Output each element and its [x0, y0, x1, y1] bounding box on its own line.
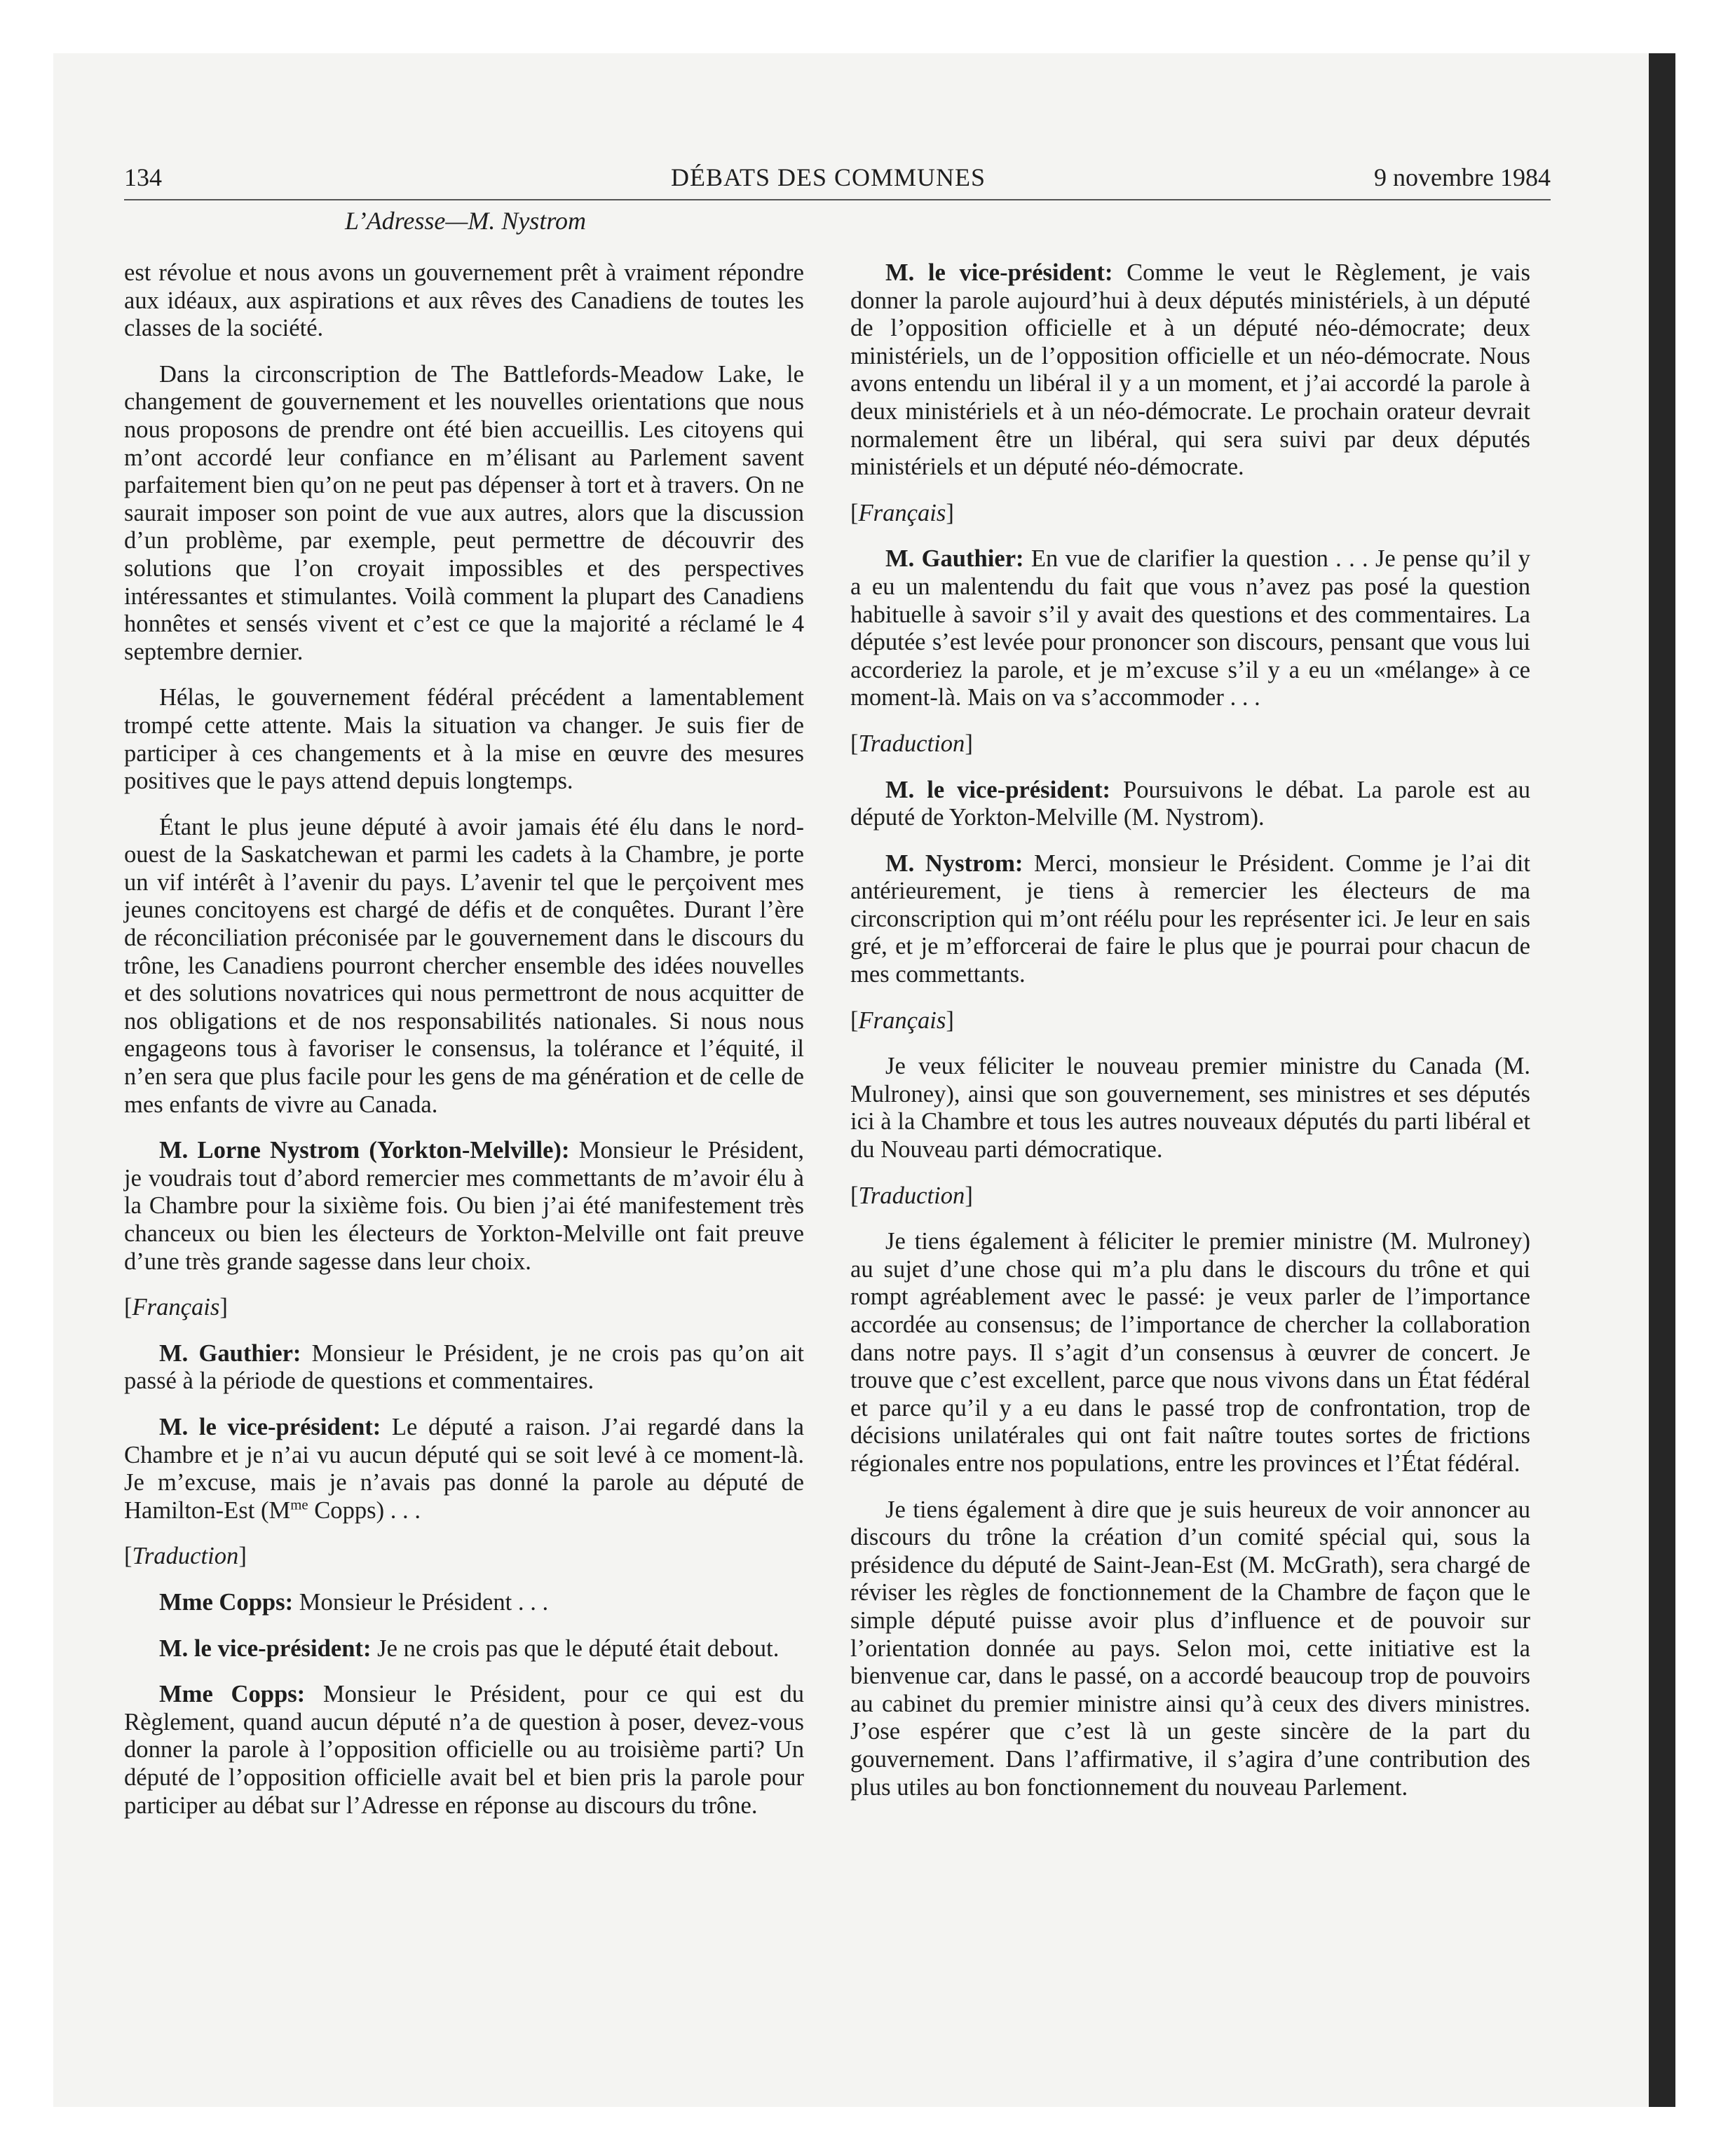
speech-text: Monsieur le Président, pour ce qui est du Règlement, quand aucun député n’a de question à poser, devez-vous donner la parole à l’opposition officielle ou au troisième parti? Un député de l’opposition officielle avait bel et bien pris la parole pour participer au débat sur l’Adresse en réponse au discours du trône. [124, 1681, 804, 1819]
speaker-name: M. Nystrom: [885, 850, 1023, 877]
language-tag-label: Traduction [132, 1543, 239, 1570]
publication-title: DÉBATS DES COMMUNES [671, 163, 986, 191]
speech-text: Copps) . . . [308, 1496, 421, 1524]
right-column [850, 259, 1530, 1820]
language-tag: [Français] [850, 1007, 954, 1034]
speech-text: Poursuivons le débat. La parole est au député de Yorkton-Melville (M. Nystrom). [850, 776, 1530, 831]
speech-paragraph [850, 545, 1530, 712]
page-edge-shadow [1649, 53, 1675, 2107]
speech-text: Comme le veut le Règlement, je vais donner la parole aujourd’hui à deux députés ministériels, à un député de l’opposition officielle et à un député néo-démocrate; deux ministériels, un de l’opposition officielle et un néo-démocrate. Nous avons entendu un libéral il y a un moment, et j’ai accordé la parole à deux ministériels et à un néo-démocrate. Le prochain orateur devrait normalement être un libéral, qui sera suivi par deux députés ministériels et un député néo-démocrate. [850, 259, 1530, 481]
running-head: L’Adresse—M. Nystrom [345, 207, 586, 235]
speech-paragraph [850, 777, 1530, 832]
paragraph: Je veux féliciter le nouveau premier ministre du Canada (M. Mulroney), ainsi que son gouvernement, ses ministres et ses députés ici à la Chambre et tous les autres nouveaux députés du parti libéral et du Nouveau parti démocratique. [850, 1053, 1530, 1164]
issue-date: 9 novembre 1984 [1374, 163, 1551, 191]
speaker-name: M. Gauthier: [159, 1339, 301, 1367]
speech-text: Monsieur le Président . . . [293, 1588, 549, 1616]
page-number: 134 [124, 163, 162, 191]
speaker-name: M. Gauthier: [885, 545, 1024, 573]
language-tag: [Traduction] [850, 1182, 973, 1209]
language-tag-label: Français [132, 1294, 220, 1321]
speech-text: Je ne crois pas que le député était debout. [371, 1635, 780, 1662]
speech-text: Monsieur le Président, je ne crois pas qu’on ait passé à la période de questions et commentaires. [124, 1339, 804, 1395]
paragraph: est révolue et nous avons un gouvernement prêt à vraiment répondre aux idéaux, aux aspirations et aux rêves des Canadiens de toutes les classes de la société. [124, 259, 804, 342]
speech-paragraph [124, 1681, 804, 1820]
speaker-name: Mme Copps: [159, 1588, 294, 1616]
paragraph: Étant le plus jeune député à avoir jamais été élu dans le nord-ouest de la Saskatchewan et parmi les cadets à la Chambre, je porte un vif intérêt à l’avenir du pays. L’avenir tel que le perçoivent mes jeunes concitoyens est chargé de défis et de conquêtes. Durant l’ère de réconciliation préconisée par le gouvernement dans le discours du trône, les Canadiens pourront chercher ensemble des idées nouvelles et des solutions novatrices qui nous permettront de nous acquitter de nos obligations et de nos responsabilités nationales. Si nous nous engageons tous à favoriser le consensus, la tolérance et l’équité, il n’en sera que plus facile pour les gens de ma génération et de celle de mes enfants de vivre au Canada. [124, 813, 804, 1118]
paragraph: Je tiens également à féliciter le premier ministre (M. Mulroney) au sujet d’une chose qui m’a plu dans le discours du trône et qui rompt agréablement avec le passé: je veux parler de l’importance accordée au consensus; de l’importance de chercher la collaboration dans notre pays. Il s’agit d’un consensus à œuvrer de concert. Je trouve que c’est excellent, parce que nous vivons dans un État fédéral et parce qu’il y a eu dans le passé trop de confrontation, trop de décisions unilatérales qui ont fait naître toutes sortes de frictions régionales entre nos populations, entre les provinces et l’État fédéral. [850, 1228, 1530, 1477]
paragraph: Dans la circonscription de The Battlefords-Meadow Lake, le changement de gouvernement et les nouvelles orientations que nous nous proposons de prendre ont été bien accueillis. Les citoyens qui m’ont accordé leur confiance en m’élisant au Parlement savent parfaitement bien qu’on ne peut pas dépenser à tort et à travers. On ne saurait imposer son point de vue aux autres, alors que la discussion d’un problème, par exemple, peut permettre de découvrir des solutions que l’on croyait impossibles et des perspectives intéressantes et stimulantes. Voilà comment la plupart des Canadiens honnêtes et sensés vivent et c’est ce que la majorité a réclamé le 4 septembre dernier. [124, 360, 804, 665]
speech-text: Le député a raison. J’ai regardé dans la Chambre et je n’ai vu aucun député qui se soit levé à ce moment-là. Je m’excuse, mais je n’avais pas donné la parole au député de Hamilton-Est (M [124, 1413, 804, 1524]
speaker-name: Mme Copps: [159, 1681, 306, 1708]
language-tag: [Français] [124, 1294, 228, 1321]
paragraph: Je tiens également à dire que je suis heureux de voir annoncer au discours du trône la création d’un comité spécial qui, sous la présidence du député de Saint-Jean-Est (M. McGrath), sera chargé de réviser les règles de fonctionnement de la Chambre de façon que le simple député puisse avoir plus d’influence et de pouvoir sur l’orientation donnée au pays. Selon moi, cette initiative est la bienvenue car, dans le passé, on a accordé beaucoup trop de pouvoirs au cabinet du premier ministre ainsi qu’à ceux des divers ministres. J’ose espérer que c’est là un geste sincère de la part du gouvernement. Dans l’affirmative, il s’agira d’une contribution des plus utiles au bon fonctionnement du nouveau Parlement. [850, 1496, 1530, 1801]
speech-text: En vue de clarifier la question . . . Je pense qu’il y a eu un malentendu du fait que vous n’avez pas posé la question habituelle à savoir s’il y avait des questions et des commentaires. La députée s’est levée pour prononcer son discours, pensant que vous lui accorderiez la parole, et je m’excuse s’il y a eu un «mélange» à ce moment-là. Mais on va s’accommoder . . . [850, 545, 1531, 711]
speaker-name: M. le vice-président: [885, 259, 1113, 286]
paragraph: Hélas, le gouvernement fédéral précédent a lamentablement trompé cette attente. Mais la situation va changer. Je suis fier de participer à ces changements et à la mise en œuvre des mesures positives que le pays attend depuis longtemps. [124, 684, 804, 795]
speech-text: Merci, monsieur le Président. Comme je l’ai dit antérieurement, je tiens à remercier les électeurs de ma circonscription qui m’ont réélu pour les représenter ici. Je leur en sais gré, et je m’efforcerai de faire le plus que je pourrai pour chacun de mes commettants. [850, 850, 1530, 988]
language-tag: [Traduction] [124, 1543, 247, 1570]
speech-paragraph [124, 1340, 804, 1396]
header-rule [124, 199, 1551, 200]
language-tag-label: Français [858, 1007, 946, 1034]
speech-paragraph [850, 259, 1530, 482]
left-column [124, 259, 804, 1838]
language-tag-label: Traduction [858, 730, 965, 757]
language-tag-label: Traduction [858, 1182, 965, 1209]
speaker-name: M. Lorne Nystrom (Yorkton-Melville): [159, 1137, 570, 1164]
speaker-name: M. le vice-président: [159, 1635, 372, 1662]
language-tag: [Traduction] [850, 730, 973, 757]
superscript: me [290, 1497, 308, 1513]
speech-paragraph [124, 1137, 804, 1276]
speech-paragraph [124, 1635, 804, 1663]
speaker-name: M. le vice-président: [885, 776, 1111, 803]
language-tag-label: Français [858, 499, 946, 526]
speech-paragraph [124, 1589, 804, 1617]
speech-text: Monsieur le Président, je voudrais tout d’abord remercier mes commettants de m’avoir élu à la Chambre pour la sixième fois. Ou bien j’ai été manifestement très chanceux ou bien les électeurs de Yorkton-Melville ont fait preuve d’une très grande sagesse dans leur choix. [124, 1137, 805, 1275]
language-tag: [Français] [850, 499, 954, 526]
speech-paragraph [850, 850, 1530, 989]
speech-paragraph [124, 1414, 804, 1524]
speaker-name: M. le vice-président: [159, 1413, 381, 1440]
